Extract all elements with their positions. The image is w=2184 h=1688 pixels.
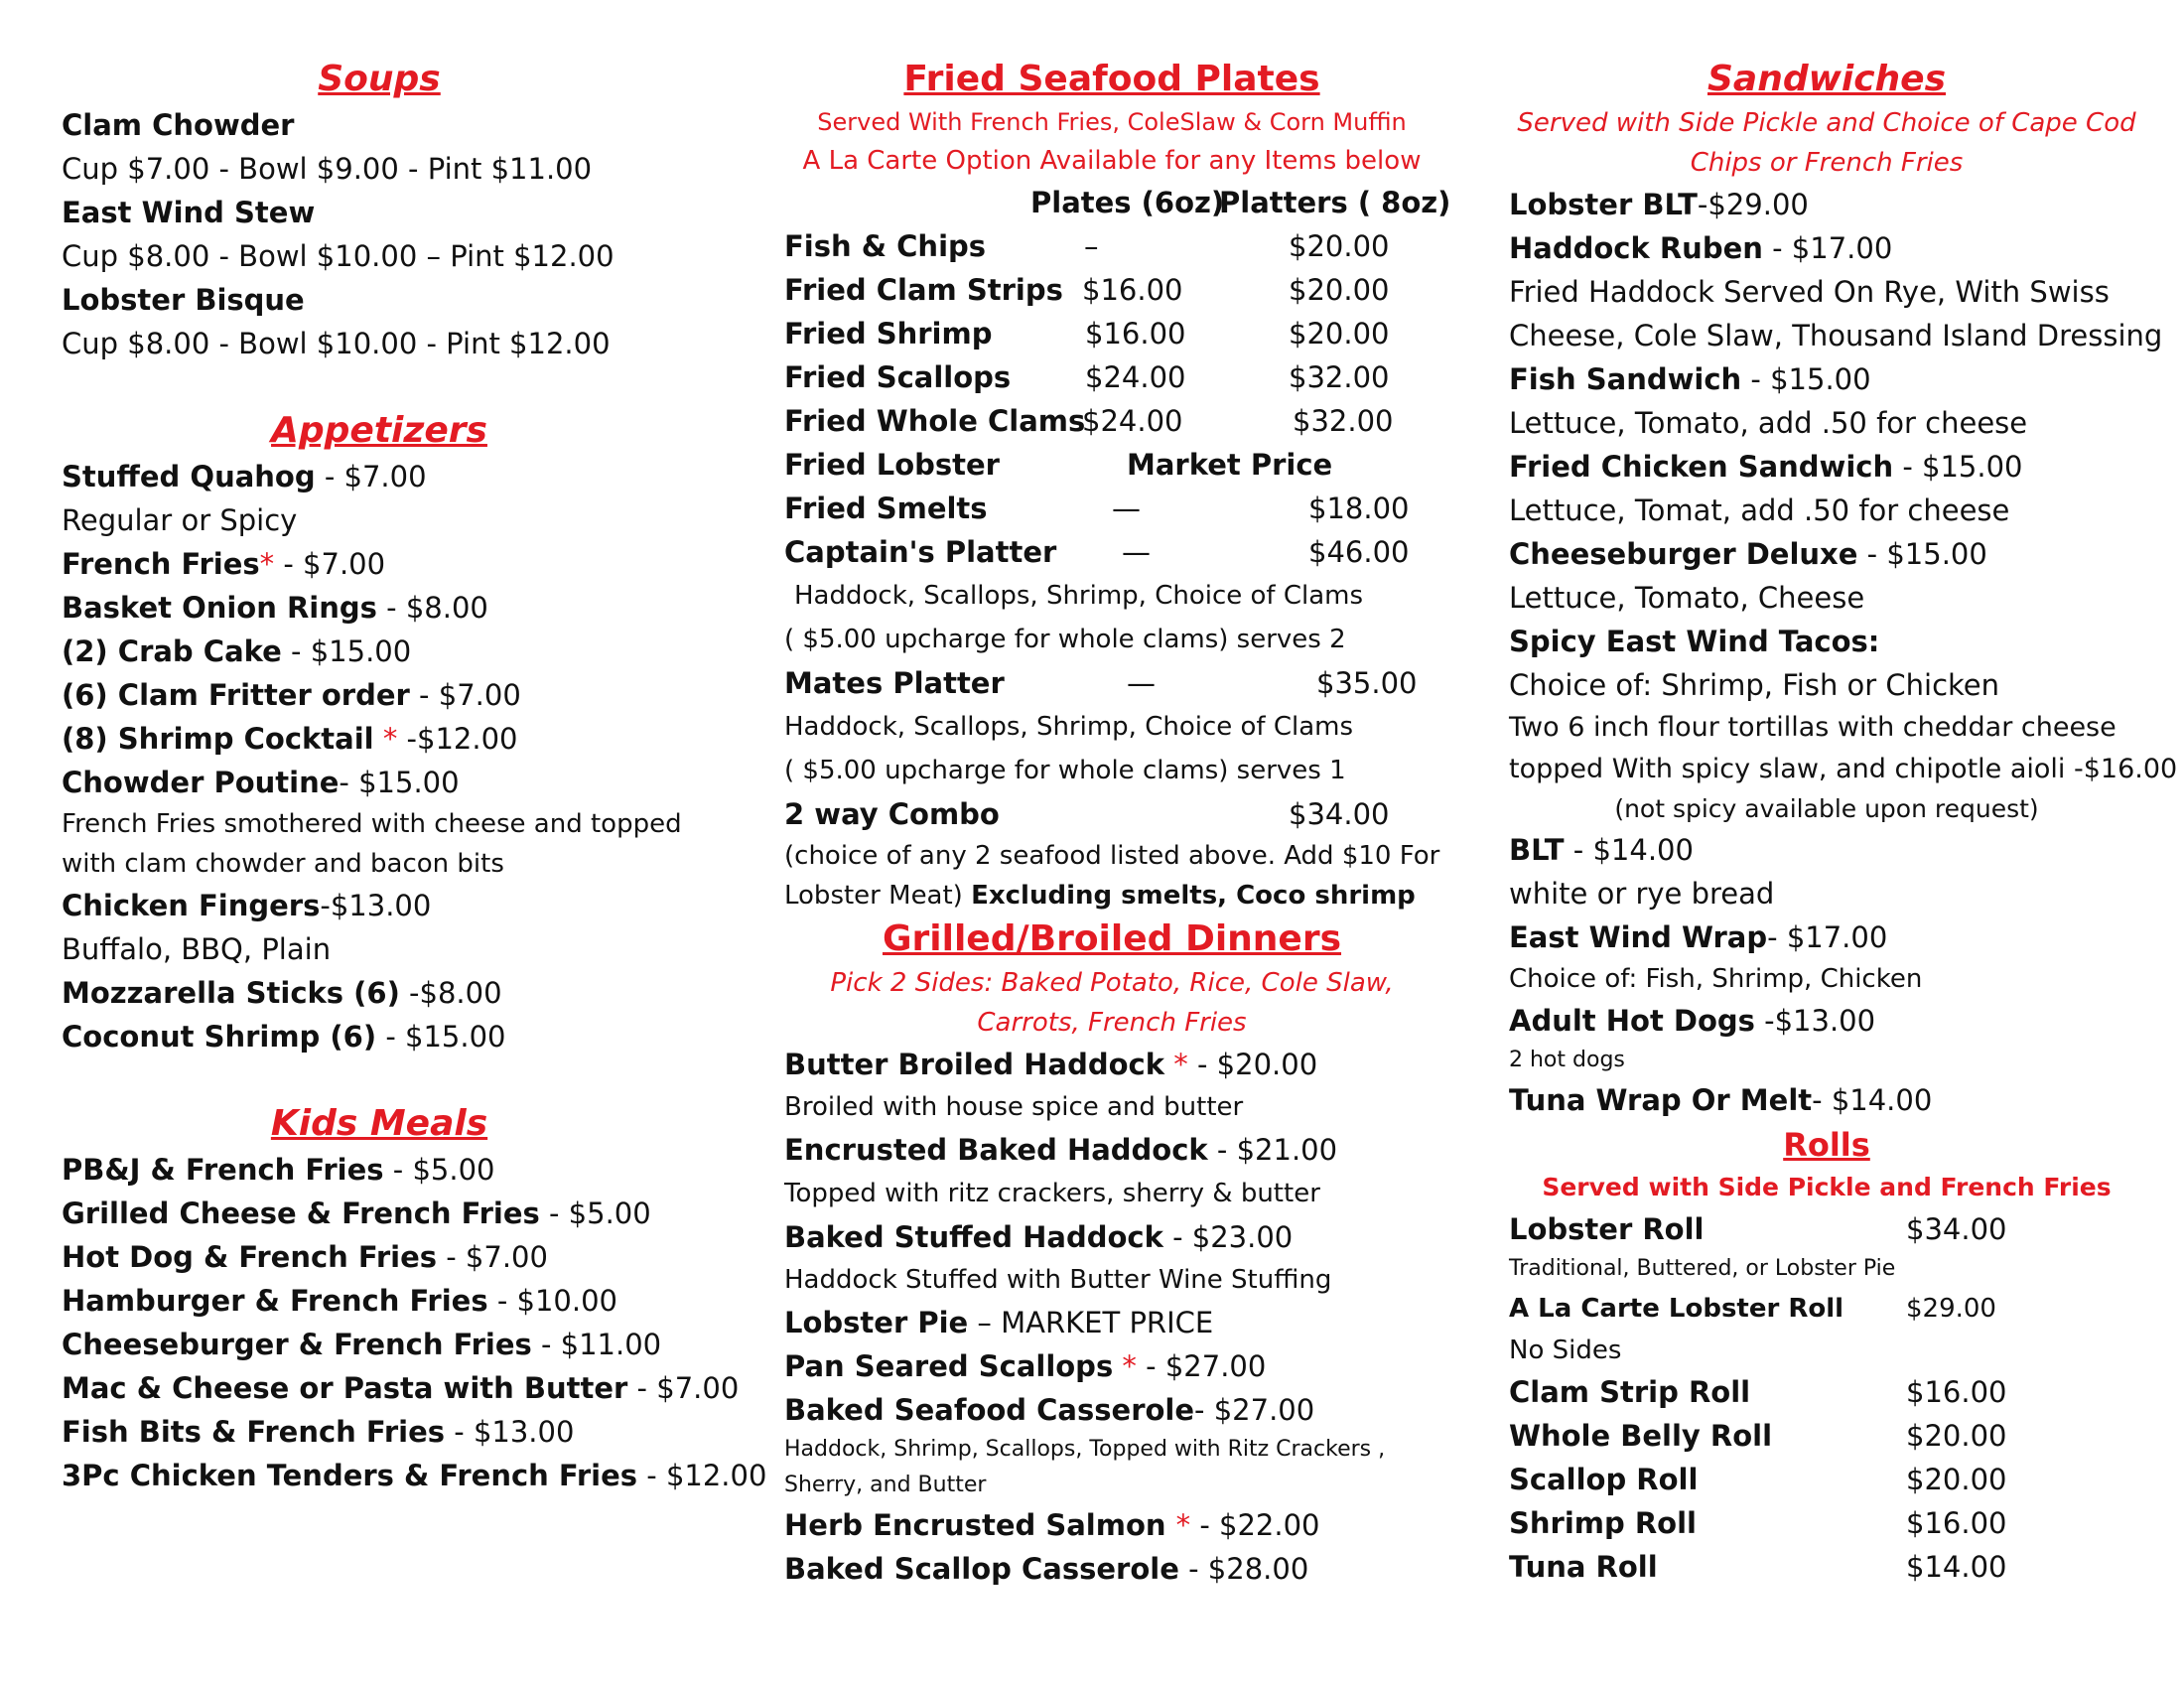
menu-item: Hot Dog & French Fries - $7.00	[62, 1240, 548, 1274]
rolls-heading: Rolls	[1783, 1126, 1870, 1164]
menu-item: Lobster BLT-$29.00	[1509, 188, 1809, 221]
item-note: Sherry, and Butter	[784, 1473, 987, 1497]
table-row: Fried Scallops $24.00 $32.00	[784, 360, 1390, 394]
menu-item: Chowder Poutine- $15.00	[62, 766, 460, 799]
menu-item: Coconut Shrimp (6) - $15.00	[62, 1020, 506, 1054]
item-note: Haddock, Scallops, Shrimp, Choice of Clams	[794, 581, 1364, 611]
item-note: Fried Haddock Served On Rye, With Swiss	[1509, 275, 2110, 309]
menu-item: Cheeseburger & French Fries - $11.00	[62, 1328, 662, 1361]
menu-item: Spicy East Wind Tacos:	[1509, 625, 1880, 658]
table-row: Fish & Chips – $20.00	[784, 229, 1390, 263]
menu-item: Fish Sandwich - $15.00	[1509, 362, 1871, 396]
grilled-subtitle: Pick 2 Sides: Baked Potato, Rice, Cole Slaw,	[830, 968, 1394, 998]
plates-header: Plates (6oz)	[1030, 186, 1225, 219]
appetizers-heading: Appetizers	[271, 410, 487, 451]
menu-item: Haddock Ruben - $17.00	[1509, 231, 1893, 265]
menu-item: Baked Stuffed Haddock - $23.00	[784, 1220, 1294, 1254]
item-note: with clam chowder and bacon bits	[62, 849, 504, 879]
item-note: Lettuce, Tomato, add .50 for cheese	[1509, 406, 2028, 440]
menu-item: 3Pc Chicken Tenders & French Fries - $12.00	[62, 1459, 767, 1492]
table-row: Fried Smelts — $18.00	[784, 492, 1410, 525]
fried-subtitle: Served With French Fries, ColeSlaw & Corn Muffin	[817, 108, 1407, 136]
item-note: Choice of: Shrimp, Fish or Chicken	[1509, 668, 2000, 702]
sandwiches-list	[1509, 183, 2178, 1122]
item-note: topped With spicy slaw, and chipotle aioli -$16.00	[1509, 754, 2178, 784]
menu-item: Mozzarella Sticks (6) -$8.00	[62, 976, 502, 1010]
menu-item: Encrusted Baked Haddock - $21.00	[784, 1133, 1338, 1167]
menu-item: Mac & Cheese or Pasta with Butter - $7.00	[62, 1371, 740, 1405]
item-note: Haddock, Scallops, Shrimp, Choice of Clams	[784, 712, 1354, 742]
menu-item: Clam Chowder	[62, 108, 295, 142]
item-note: (choice of any 2 seafood listed above. Add $10 For	[784, 841, 1440, 871]
appetizers-list	[62, 455, 697, 1058]
grilled-subtitle: Carrots, French Fries	[977, 1008, 1247, 1038]
item-note: Cheese, Cole Slaw, Thousand Island Dressing	[1509, 319, 2163, 352]
table-row: Clam Strip Roll $16.00	[1509, 1375, 2007, 1409]
menu-item: Adult Hot Dogs -$13.00	[1509, 1004, 1876, 1038]
item-price: Cup $8.00 - Bowl $10.00 – Pint $12.00	[62, 239, 614, 273]
grilled-list	[784, 1043, 1439, 1591]
rolls-subtitle: Served with Side Pickle and French Fries	[1542, 1173, 2112, 1201]
menu-item: Herb Encrusted Salmon * - $22.00	[784, 1508, 1320, 1542]
soups-heading: Soups	[318, 59, 441, 99]
item-note: Lobster Meat) Excluding smelts, Coco shrimp	[784, 881, 1416, 911]
menu-item: PB&J & French Fries - $5.00	[62, 1153, 495, 1187]
fried-table	[784, 224, 1439, 915]
item-note: Broiled with house spice and butter	[784, 1092, 1244, 1122]
menu-item: Lobster Pie – MARKET PRICE	[784, 1306, 1214, 1339]
menu-item: Tuna Wrap Or Melt- $14.00	[1509, 1083, 1933, 1117]
item-note: ( $5.00 upcharge for whole clams) serves 2	[784, 625, 1346, 654]
menu-item: Chicken Fingers-$13.00	[62, 889, 432, 922]
item-note: Regular or Spicy	[62, 503, 298, 537]
table-row: Tuna Roll $14.00	[1509, 1550, 2007, 1584]
menu-item: Hamburger & French Fries - $10.00	[62, 1284, 617, 1318]
item-note: (not spicy available upon request)	[1614, 794, 2039, 823]
table-row: Scallop Roll $20.00	[1509, 1463, 2007, 1496]
table-row: Fried Whole Clams $24.00 $32.00	[784, 404, 1394, 438]
table-row: Lobster Roll $34.00	[1509, 1212, 2007, 1246]
kids-meals-list	[62, 1148, 767, 1497]
table-row: Fried Lobster Market Price	[784, 448, 1333, 482]
sandwiches-subtitle: Chips or French Fries	[1690, 148, 1964, 178]
menu-item: (6) Clam Fritter order - $7.00	[62, 678, 521, 712]
menu-item: (2) Crab Cake - $15.00	[62, 634, 412, 668]
table-row: Whole Belly Roll $20.00	[1509, 1419, 2007, 1453]
table-row: Fried Clam Strips $16.00 $20.00	[784, 273, 1390, 307]
menu-item: Cheeseburger Deluxe - $15.00	[1509, 537, 1987, 571]
menu-item: Stuffed Quahog - $7.00	[62, 460, 427, 493]
table-row: 2 way Combo $34.00	[784, 797, 1390, 831]
item-note: Choice of: Fish, Shrimp, Chicken	[1509, 964, 1923, 994]
left-column	[62, 56, 767, 1497]
soups-list	[62, 103, 697, 365]
table-row: Shrimp Roll $16.00	[1509, 1506, 2007, 1540]
menu-item: Fish Bits & French Fries - $13.00	[62, 1415, 575, 1449]
table-row: A La Carte Lobster Roll $29.00	[1509, 1294, 1996, 1324]
table-row: Fried Shrimp $16.00 $20.00	[784, 317, 1390, 351]
item-note: Two 6 inch flour tortillas with cheddar cheese	[1509, 712, 2116, 743]
item-price: Cup $7.00 - Bowl $9.00 - Pint $11.00	[62, 152, 593, 186]
menu-item: Pan Seared Scallops * - $27.00	[784, 1349, 1267, 1383]
menu-item: Basket Onion Rings - $8.00	[62, 591, 488, 625]
menu-item: Baked Seafood Casserole- $27.00	[784, 1393, 1315, 1427]
item-note: white or rye bread	[1509, 877, 1775, 911]
rolls-list	[1509, 1207, 2144, 1589]
fried-column-headers	[784, 181, 1451, 224]
item-note: Lettuce, Tomat, add .50 for cheese	[1509, 493, 2010, 527]
platters-header: Platters ( 8oz)	[1219, 186, 1451, 219]
item-note: Topped with ritz crackers, sherry & butter	[784, 1179, 1320, 1208]
table-row: Captain's Platter — $46.00	[784, 535, 1410, 569]
item-note: Buffalo, BBQ, Plain	[62, 932, 332, 966]
item-note: French Fries smothered with cheese and topped	[62, 809, 682, 839]
menu-item: (8) Shrimp Cocktail * -$12.00	[62, 722, 518, 756]
table-row: Mates Platter — $35.00	[784, 666, 1418, 700]
item-note: Haddock Stuffed with Butter Wine Stuffing	[784, 1265, 1332, 1295]
item-note: Lettuce, Tomato, Cheese	[1509, 581, 1865, 615]
kids-meals-heading: Kids Meals	[270, 1103, 488, 1144]
menu-item: Grilled Cheese & French Fries - $5.00	[62, 1196, 651, 1230]
sandwiches-heading: Sandwiches	[1706, 59, 1947, 99]
item-note: Haddock, Shrimp, Scallops, Topped with Ritz Crackers ,	[784, 1437, 1386, 1462]
fried-seafood-heading: Fried Seafood Plates	[903, 59, 1320, 99]
item-note: Traditional, Buttered, or Lobster Pie	[1509, 1256, 1896, 1281]
menu-item: Fried Chicken Sandwich - $15.00	[1509, 450, 2023, 484]
right-column	[1509, 56, 2178, 1589]
item-note: ( $5.00 upcharge for whole clams) serves 1	[784, 756, 1346, 785]
middle-column	[784, 56, 1451, 1591]
menu-item: French Fries* - $7.00	[62, 547, 386, 581]
menu-item: East Wind Stew	[62, 196, 316, 229]
sandwiches-subtitle: Served with Side Pickle and Choice of Cape Cod	[1517, 108, 2136, 138]
menu-item: Butter Broiled Haddock * - $20.00	[784, 1048, 1318, 1081]
item-note: No Sides	[1509, 1336, 1622, 1365]
fried-alacarte-note: A La Carte Option Available for any Items below	[802, 146, 1422, 176]
menu-item: Baked Scallop Casserole - $28.00	[784, 1552, 1309, 1586]
menu-item: Lobster Bisque	[62, 283, 305, 317]
item-note: 2 hot dogs	[1509, 1048, 1625, 1072]
item-price: Cup $8.00 - Bowl $10.00 - Pint $12.00	[62, 327, 611, 360]
grilled-heading: Grilled/Broiled Dinners	[882, 918, 1342, 959]
menu-item: BLT - $14.00	[1509, 833, 1694, 867]
menu-item: East Wind Wrap- $17.00	[1509, 920, 1888, 954]
